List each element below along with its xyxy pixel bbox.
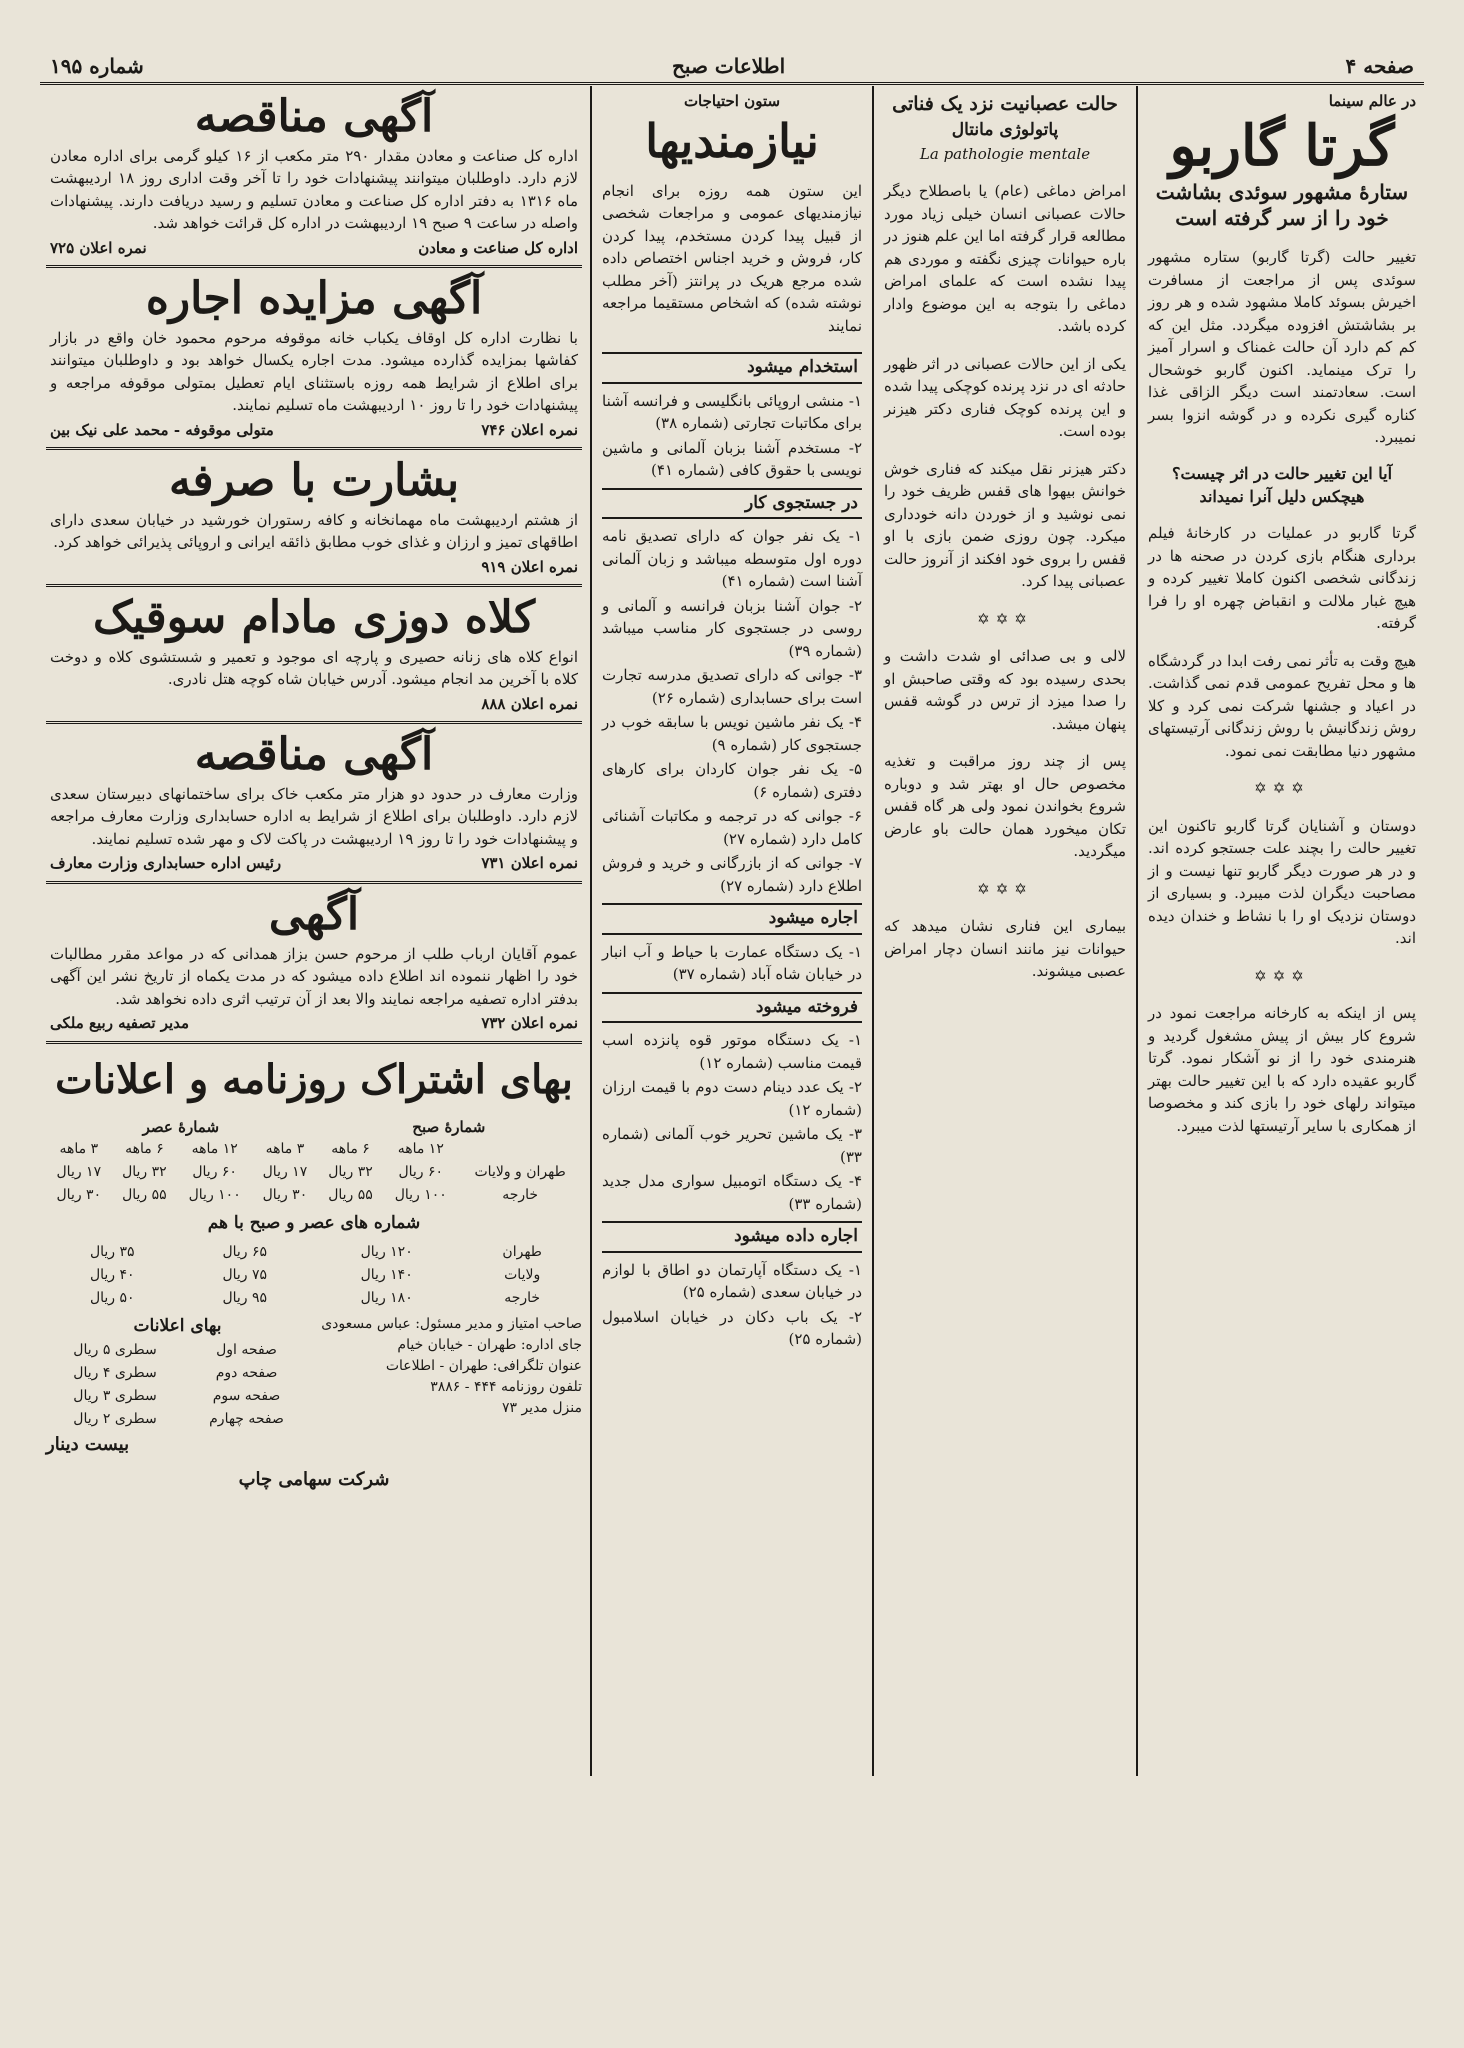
ad-hats	[46, 587, 582, 724]
ad-signer: رئیس اداره حسابداری وزارت معارف	[50, 854, 282, 873]
ad-number: نمره اعلان ۸۸۸	[481, 694, 578, 713]
price-note: بیست دینار	[46, 1434, 130, 1456]
newspaper-name: اطلاعات صبح	[672, 54, 786, 78]
table-row: طهران ۱۲۰ ریال ۶۵ ریال ۳۵ ریال	[89, 1243, 542, 1260]
psych-paragraph: یکی از این حالات عصبانی در اثر ظهور حادثه ای در نزد پرنده کوچکی پیدا شده و این پرنده کوچک فناری دکتر هیزنر بوده است.	[884, 354, 1126, 441]
psych-paragraph: بیماری این فناری نشان میدهد که حیوانات نیز مانند انسان دچار امراض عصبی میشوند.	[884, 917, 1126, 981]
ad-hotel	[46, 450, 582, 587]
printer-name: شرکت سهامی چاپ	[238, 1469, 390, 1491]
table-row: صفحه دوم سطری ۴ ریال	[73, 1365, 278, 1382]
cinema-paragraph: هیچ وقت به تأثر نمی رفت ابدا در گردشگاه ها و محل تفریح عمومی قدم نمی گذاشت. در اعیاد و جشنها شرکت نمی کرد و کلا روش زندگانیش با روش زندگانی آرتیستهای مشهور دنیا مطابقت نمی نمود.	[1148, 651, 1416, 760]
needs-kicker: ستون احتیاجات	[683, 92, 781, 110]
section-for-rent-wanted: اجاره میشود	[602, 903, 862, 935]
list-item: ۱- یک نفر جوان که دارای تصدیق نامه دوره اول متوسطه میباشد و زبان آلمانی آشنا است (شماره ۴۱)	[602, 527, 862, 591]
list-item: ۳- یک ماشین تحریر خوب آلمانی (شماره ۳۳)	[602, 1125, 862, 1166]
list-item: ۷- جوانی که از بازرگانی و خرید و فروش اطلاع دارد (شماره ۲۷)	[602, 854, 862, 895]
ad-body: اداره کل صناعت و معادن مقدار ۲۹۰ متر مکعب از ۱۶ کیلو گرمی برای اداره معادن لازم دارد. داوطلبان میتوانند پیشنهادات خود را تا آخر وقت اداری روز ۱۸ اردیبهشت ماه ۱۳۱۶ به دفتر اداره کل صناعت و معادن تسلیم و رسید دریافت دارند. پیشنهادات واصله در ساعت ۹ صبح ۱۹ اردیبهشت در اداره کل قرائت خواهد شد.	[50, 146, 578, 233]
ad-body: با نظارت اداره کل اوقاف یکباب خانه موقوفه مرحوم محمود خان واقع در بازار کفاشها بمزایده گذارده میشود. مدت اجاره یکسال خواهد بود و داوطلبان میتوانند برای اطلاع از شرایط همه روزه باستثنای ایام تعطیل بمتولی موقوفه مراجعه و پیشنهادات خود را تا روز ۱۰ اردیبهشت ماه تسلیم نمایند.	[50, 328, 578, 415]
column-rule	[1136, 86, 1138, 1776]
list-item: ۲- یک باب دکان در خیابان اسلامبول (شماره ۲۵)	[602, 1307, 862, 1349]
ad-body: از هشتم اردیبهشت ماه مهمانخانه و کافه رستوران خورشید در خیابان سعدی دارای اطاقهای تمیز و ارزان و غذای خوب مطابق ذائقه ایرانی و اروپائی پذیرائی خواهد کرد.	[50, 510, 578, 552]
page-number: صفحه ۴	[1345, 54, 1414, 78]
ad-signer: مدیر تصفیه ربیع ملکی	[50, 1014, 190, 1033]
section-for-rent: اجاره داده میشود	[602, 1221, 862, 1253]
ads-column	[40, 86, 588, 1986]
ad-body: انواع کلاه های زنانه حصیری و پارچه ای موجود و تعمیر و شستشوی کلاه و دوخت کلاه با آخرین مد انجام میشود. آدرس خیابان شاه کوچه هتل نادری.	[50, 647, 578, 689]
psych-paragraph: امراض دماغی (عام) یا باصطلاح دیگر حالات عصبانی انسان خیلی زیاد مورد مطالعه قرار گرفته اما این علم هنوز در باره حیوانات چیزی نگفته و موردی هم پیدا نشده است که علمای امراض دماغی را بتوجه به این موضوع وادار کرده باشد.	[884, 182, 1126, 336]
psych-latin-title: La pathologie mentale	[919, 144, 1091, 163]
cinema-paragraph: تغییر حالت (گرتا گاربو) ستاره مشهور سوئدی پس از مراجعت از مسافرت اخیرش بسوئد کاملا مشهود شده و هر روز بر بشاشتش افزوده میگردد. مثل این که کم کم دارد آن حالت غمناک و اسرار آمیز را ترک مینماید. اکنون گاربو خوشحال است. سعادتمند است دیگر الزاقی غذا کناره گیری نکرده و در گوشه انزوا بسر نمیبرد.	[1148, 248, 1416, 447]
section-divider: ✡✡✡	[977, 609, 1033, 628]
section-for-sale: فروخته میشود	[602, 992, 862, 1024]
ad-title: آگهی مناقصه	[194, 729, 434, 781]
section-job-seeking: در جستجوی کار	[602, 488, 862, 520]
table-row: خارجه ۱۰۰ ریال ۵۵ ریال ۳۰ ریال ۱۰۰ ریال ۵۵ ریال ۳۰ ریال	[56, 1187, 539, 1204]
ad-title: بشارت با صرفه	[168, 455, 460, 507]
cinema-paragraph: دوستان و آشنایان گرتا گاربو تاکنون این تغییر حالت را بچند علت جستجو کرده اند. و در هر صورت دیگر گاربو تنها نیست و از مصاحبت دیگران لذت میبرد. و بسیاری از دوستان نزدیک او را با نشاط و خندان دیده اند.	[1148, 816, 1416, 948]
evening-label: شمارۀ عصر	[142, 1117, 220, 1136]
ad-number: نمره اعلان ۷۳۱	[481, 854, 578, 873]
ad-tender-2	[46, 724, 582, 884]
ad-auction	[46, 268, 582, 450]
cinema-paragraph: پس از اینکه به کارخانه مراجعت نمود در شروع کار بیش از پیش مشغول گردید و هنرمندی خود را از نو آشکار نمود. گرتا گاربو عقیده دارد که با این تغییر حالت بهتر میتواند رلهای خود را بازی کند و مخصوصا از همکاری با سایر آرتیستها لذت میبرد.	[1148, 1004, 1416, 1135]
ad-title: آگهی مناقصه	[194, 91, 434, 142]
psych-paragraph: لالی و بی صدائی او شدت داشت و بحدی رسیده بود که وقتی صاحبش او را صدا میزد از ترس در گوشه قفس پنهان میشد.	[884, 647, 1126, 733]
list-item: ۶- جوانی که در ترجمه و مکاتبات آشنائی کامل دارد (شماره ۲۷)	[602, 807, 862, 848]
ad-signer: اداره کل صناعت و معادن	[418, 238, 578, 257]
list-item: ۲- مستخدم آشنا بزبان آلمانی و ماشین نویسی با حقوق کافی (شماره ۴۱)	[602, 438, 862, 480]
table-row: ۱۲ ماهه ۶ ماهه ۳ ماهه ۱۲ ماهه ۶ ماهه ۳ ماهه	[59, 1141, 444, 1158]
ad-number: نمره اعلان ۹۱۹	[481, 557, 578, 576]
list-item: ۳- جوانی که دارای تصدیق مدرسه تجارت است برای حسابداری (شماره ۲۶)	[602, 666, 862, 707]
ad-number: نمره اعلان ۷۳۲	[481, 1014, 578, 1033]
section-divider: ✡✡✡	[1254, 779, 1310, 798]
psych-subtitle: پاتولوژی مانتال	[951, 119, 1059, 140]
table-row: صفحه چهارم سطری ۲ ریال	[73, 1411, 284, 1428]
subscription-box	[46, 1050, 582, 1494]
table-row: خارجه ۱۸۰ ریال ۹۵ ریال ۵۰ ریال	[89, 1289, 541, 1306]
ad-title: آگهی مزایده اجاره	[145, 273, 483, 325]
both-label: شماره های عصر و صبح با هم	[207, 1213, 421, 1234]
issue-number: شماره ۱۹۵	[50, 54, 144, 78]
psych-paragraph: دکتر هیزنر نقل میکند که فناری خوش خوانش بیهوا های قفس ظریف خود را نمی نوشید و از خوردن دانه خودداری میکرد. چون روزی ضمن بازی با او قفس را بروی خود افکند از آنروز حالت عصبانی پیدا کرد.	[884, 459, 1126, 591]
table-row: طهران و ولایات ۶۰ ریال ۳۲ ریال ۱۷ ریال ۶۰ ریال ۳۲ ریال ۱۷ ریال	[56, 1164, 566, 1181]
cinema-answer: هیچکس دلیل آنرا نمیداند	[1199, 486, 1365, 506]
column-rule	[872, 86, 874, 1776]
ad-body: عموم آقایان ارباب طلب از مرحوم حسن بزاز همدانی که در مواعد مقرر مطالبات خود را اظهار ننموده اند اطلاع داده میشود که در مدت یکماه از تاریخ نشر این آگهی بدفتر اداره تصفیه مراجعه نمایند والا بعد از آن ترتیب اثری داده نخواهد شد.	[50, 944, 578, 1008]
cinema-question: آیا این تغییر حالت در اثر چیست؟	[1171, 463, 1393, 483]
list-item: ۱- منشی اروپائی بانگلیسی و فرانسه آشنا برای مکاتبات تجارتی (شماره ۳۸)	[602, 391, 862, 433]
morning-label: شمارۀ صبح	[412, 1117, 486, 1136]
subscription-title: بهای اشتراک روزنامه و اعلانات	[55, 1055, 573, 1103]
list-item: ۱- یک دستگاه موتور قوه پانزده اسب قیمت مناسب (شماره ۱۲)	[602, 1031, 862, 1072]
list-item: ۵- یک نفر جوان کاردان برای کارهای دفتری (شماره ۶)	[602, 760, 862, 801]
cinema-kicker: در عالم سینما	[1328, 92, 1416, 110]
cinema-paragraph: گرتا گاربو در عملیات در کارخانۀ فیلم برداری هنگام بازی کردن در صحنه ها در زندگانی شخصی اکنون کاملا تغییر کرده و هیچ غبار ملالت و انقباض چهره او را فرا گرفته.	[1148, 524, 1416, 633]
ad-number: نمره اعلان ۷۲۵	[50, 238, 147, 257]
section-divider: ✡✡✡	[977, 879, 1033, 898]
classifieds-column	[594, 86, 870, 1786]
psych-title: حالت عصبانیت نزد یک فناتی	[892, 93, 1118, 115]
list-item: ۱- یک دستگاه عمارت با حیاط و آب انبار در خیابان شاه آباد (شماره ۳۷)	[602, 942, 862, 984]
section-hiring: استخدام میشود	[602, 352, 862, 384]
needs-intro: این ستون همه روزه برای انجام نیازمندیهای عمومی و مراجعات شخصی از قبیل پیدا کردن مستخدم، پیدا کردن کار، فروش و خرید اجناس اختصاص داده شده مرجع هریک در پرانتز (آخر مطلب نوشته شده) که اشخاص مستقیما مراجعه نمایند	[602, 181, 862, 335]
ad-tender-1	[46, 86, 582, 268]
ad-title: آگهی	[268, 888, 360, 940]
ad-body: وزارت معارف در حدود دو هزار متر مکعب خاک برای ساختمانهای دبیرستان سعدی لازم دارد. داوطلبان برای اطلاع از شرایط به اداره حسابداری وزارت معارف مراجعه و پیشنهادات خود را تا روز ۱۹ اردیبهشت در پاکت لاک و مهر شده تسلیم نمایند.	[50, 784, 578, 848]
psychology-column	[876, 86, 1134, 1786]
ad-signer: متولی موقوفه - محمد علی نیک بین	[50, 420, 274, 439]
section-divider: ✡✡✡	[1254, 966, 1310, 985]
column-rule	[590, 86, 592, 1776]
table-row: صفحه اول سطری ۵ ریال	[73, 1342, 277, 1359]
ad-number: نمره اعلان ۷۴۶	[481, 420, 578, 439]
list-item: ۴- یک نفر ماشین نویس با سابقه خوب در جستجوی کار (شماره ۹)	[602, 713, 862, 754]
list-item: ۴- یک دستگاه اتومبیل سواری مدل جدید (شماره ۳۳)	[602, 1172, 862, 1213]
psych-paragraph: پس از چند روز مراقبت و تغذیه مخصوص حال او بهتر شد و دوباره شروع بخواندن نمود ولی هر گاه قفس تکان میخورد همان حالت باو عارض میگردید.	[884, 752, 1126, 861]
list-item: ۱- یک دستگاه آپارتمان دو اطاق با لوازم در خیابان سعدی (شماره ۲۵)	[602, 1260, 862, 1302]
table-row: صفحه سوم سطری ۳ ریال	[73, 1388, 281, 1405]
ad-rates: بهای اعلانات صفحه اول سطری ۵ ریال صفحه دوم سطری ۴ ریال صفحه سوم سطری ۳ ریال صفحه چهارم سطری ۲ ریال بیست دینار	[46, 1314, 309, 1459]
cinema-subtitle: ستارۀ مشهور سوئدی بشاشت خود را از سر گرفته است	[1155, 180, 1409, 231]
cinema-column	[1140, 86, 1424, 1786]
subscription-table	[46, 1138, 582, 1207]
table-row: ولایات ۱۴۰ ریال ۷۵ ریال ۴۰ ریال	[89, 1266, 541, 1283]
page-header	[40, 52, 1424, 85]
needs-title: نیازمندیها	[645, 113, 819, 168]
ad-notice	[46, 884, 582, 1044]
publisher-info: صاحب امتیاز و مدیر مسئول: عباس مسعودی جای اداره: طهران - خیابان خیام عنوان تلگرافی: طهران - اطلاعات تلفون روزنامه ۴۴۴ - ۳۸۸۶ منزل مدیر ۷۳	[321, 1315, 582, 1416]
ad-title: کلاه دوزی مادام سوقیک	[92, 592, 536, 644]
both-editions-table	[46, 1241, 582, 1310]
list-item: ۲- یک عدد دینام دست دوم با قیمت ارزان (شماره ۱۲)	[602, 1078, 862, 1119]
cinema-title: گرتا گاربو	[1169, 112, 1395, 179]
list-item: ۲- جوان آشنا بزبان فرانسه و آلمانی و روسی در جستجوی کار مناسب میباشد (شماره ۳۹)	[602, 596, 862, 660]
